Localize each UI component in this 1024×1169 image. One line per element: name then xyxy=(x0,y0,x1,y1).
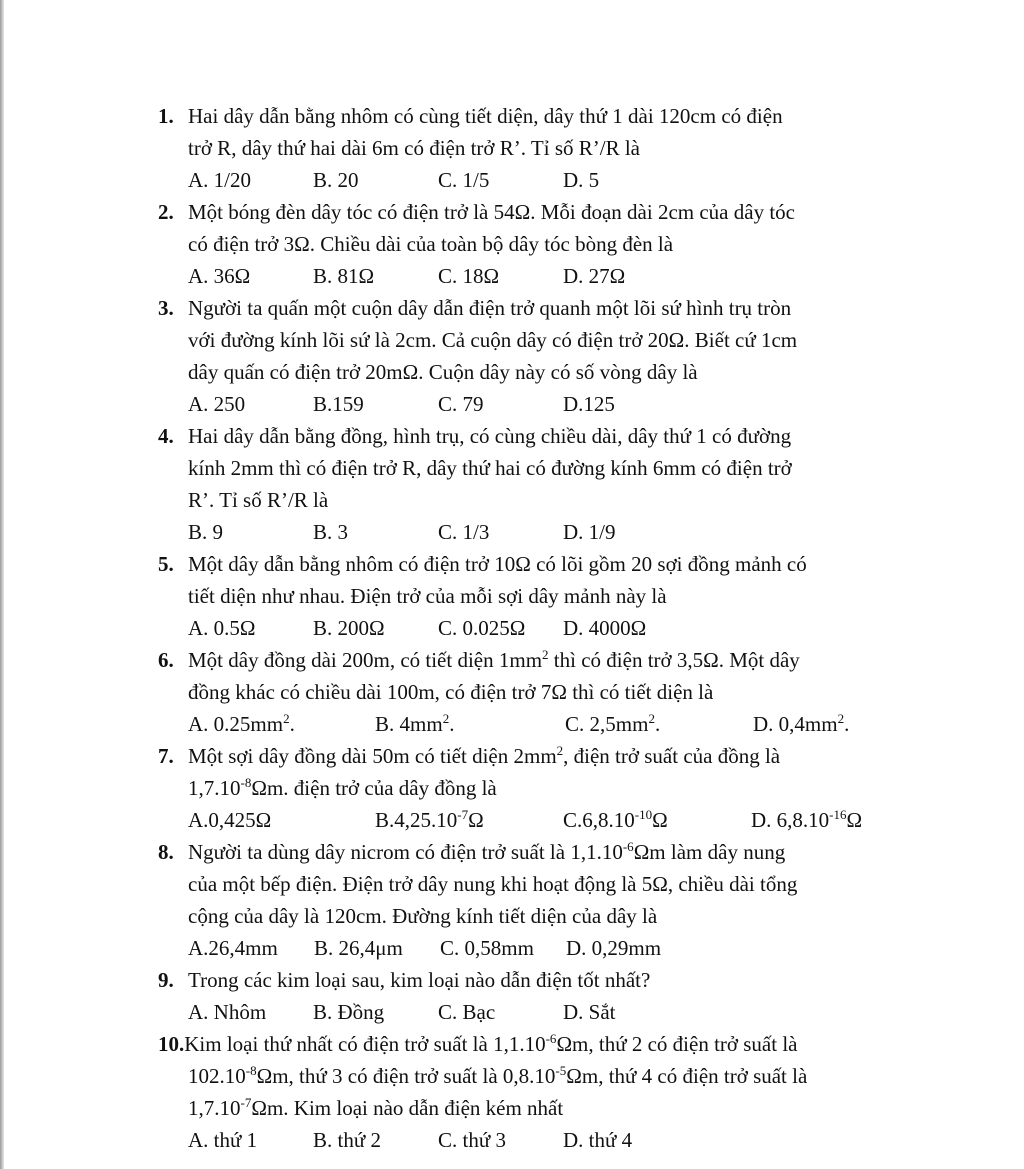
question-stem: Người ta dùng dây nicrom có điện trở suất là $1,1.10^{-6}\Omega m$ làm dây nung của một bếp điện. Điện trở dây nung khi hoạt động là 5Ω, chiều dài tổng cộng của dây là 120cm. Đường kính tiết diện của dây là xyxy=(188,839,798,928)
option-c[interactable]: C. thứ 3 xyxy=(438,1128,506,1152)
option-d[interactable]: D. 27Ω xyxy=(563,264,626,288)
question-stem: Người ta quấn một cuộn dây dẫn điện trở quanh một lõi sứ hình trụ tròn với đường kính lõi sứ là 2cm. Cả cuộn dây có điện trở 20Ω. Biết cứ 1cm dây quấn có điện trở 20mΩ. Cuộn dây này có số vòng dây là xyxy=(188,296,798,384)
option-a[interactable]: A. 36Ω xyxy=(188,264,251,288)
question-stem: Hai dây dẫn bằng nhôm có cùng tiết diện, dây thứ 1 dài 120cm có điện trở R, dây thứ hai dài 6m có điện trở R’. Tỉ số R’/R là xyxy=(188,104,783,160)
question-number: 3. xyxy=(158,296,174,320)
question-stem: Một sợi dây đồng dài 50m có tiết diện $2mm^2$, điện trở suất của đồng là $1,7.10^{-8}\Omega m$. điện trở của dây đồng là xyxy=(188,743,781,800)
option-c[interactable]: $C.6,8.10^{-10}\Omega$ xyxy=(563,807,668,832)
question-10 xyxy=(158,1028,918,1156)
answer-options xyxy=(188,996,918,1028)
option-a[interactable]: A.0,425Ω xyxy=(188,808,272,832)
question-number: 10. xyxy=(158,1032,185,1056)
option-d[interactable]: D. $0,4mm^2$. xyxy=(753,711,850,736)
question-stem: Một dây dẫn bằng nhôm có điện trở 10Ω có lõi gồm 20 sợi đồng mảnh có tiết diện như nhau. Điện trở của mỗi sợi dây mảnh này là xyxy=(188,552,807,608)
answer-options xyxy=(188,804,918,836)
option-d[interactable]: D. 1/9 xyxy=(563,520,616,544)
option-c[interactable]: C. $2,5mm^2$. xyxy=(565,711,661,736)
question-number: 1. xyxy=(158,104,174,128)
option-b[interactable]: B.159 xyxy=(313,392,364,416)
question-sheet xyxy=(158,100,918,1156)
option-c[interactable]: C. 0,58mm xyxy=(440,936,534,960)
option-a[interactable]: A. 250 xyxy=(188,392,246,416)
option-b[interactable]: $B.4,25.10^{-7}\Omega$ xyxy=(375,807,484,832)
question-7 xyxy=(158,740,918,836)
question-2 xyxy=(158,196,918,292)
option-c[interactable]: C. 79 xyxy=(438,392,484,416)
option-b[interactable]: B. Đồng xyxy=(313,1000,385,1024)
answer-options xyxy=(188,388,918,420)
option-a[interactable]: A. 1/20 xyxy=(188,168,251,192)
answer-options xyxy=(158,1124,918,1156)
question-stem: Hai dây dẫn bằng đồng, hình trụ, có cùng chiều dài, dây thứ 1 có đường kính 2mm thì có điện trở R, dây thứ hai có đường kính 6mm có điện trở R’. Tỉ số R’/R là xyxy=(188,424,792,512)
question-6 xyxy=(158,644,918,740)
answer-options xyxy=(188,516,918,548)
option-a[interactable]: A. Nhôm xyxy=(188,1000,267,1024)
question-8 xyxy=(158,836,918,964)
answer-options xyxy=(188,932,918,964)
option-a[interactable]: A.26,4mm xyxy=(188,936,278,960)
question-number: 4. xyxy=(158,424,174,448)
question-stem: Trong các kim loại sau, kim loại nào dẫn điện tốt nhất? xyxy=(188,968,651,992)
option-a[interactable]: A. 0.5Ω xyxy=(188,616,256,640)
option-d[interactable]: D. 4000Ω xyxy=(563,616,647,640)
option-b[interactable]: B. 81Ω xyxy=(313,264,375,288)
question-number: 5. xyxy=(158,552,174,576)
option-d[interactable]: D.125 xyxy=(563,392,615,416)
option-d[interactable]: D. Sắt xyxy=(563,1000,616,1024)
option-d[interactable]: D. $6,8.10^{-16}\Omega$ xyxy=(751,807,863,832)
option-d[interactable]: D. 5 xyxy=(563,168,600,192)
option-c[interactable]: C. 0.025Ω xyxy=(438,616,526,640)
question-number: 8. xyxy=(158,840,174,864)
question-4 xyxy=(158,420,918,548)
question-stem: Một bóng đèn dây tóc có điện trở là 54Ω. Mỗi đoạn dài 2cm của dây tóc có điện trở 3Ω. Chiều dài của toàn bộ dây tóc bòng đèn là xyxy=(188,200,795,256)
question-number: 7. xyxy=(158,744,174,768)
question-number: 6. xyxy=(158,648,174,672)
option-b[interactable]: B. 20 xyxy=(313,168,359,192)
question-number: 2. xyxy=(158,200,174,224)
option-b[interactable]: B. $4mm^2$. xyxy=(375,711,455,736)
answer-options xyxy=(188,164,918,196)
option-c[interactable]: C. 1/3 xyxy=(438,520,490,544)
option-d[interactable]: D. thứ 4 xyxy=(563,1128,633,1152)
question-3 xyxy=(158,292,918,420)
question-5 xyxy=(158,548,918,644)
question-1 xyxy=(158,100,918,196)
option-b[interactable]: B. 200Ω xyxy=(313,616,385,640)
question-9 xyxy=(158,964,918,1028)
option-b[interactable]: B. 26,4μm xyxy=(314,936,403,960)
page-edge-shadow xyxy=(0,0,4,1169)
option-a[interactable]: A. $0.25mm^2$. xyxy=(188,711,295,736)
answer-options xyxy=(188,260,918,292)
question-number: 9. xyxy=(158,968,174,992)
option-c[interactable]: C. 1/5 xyxy=(438,168,490,192)
option-c[interactable]: C. 18Ω xyxy=(438,264,500,288)
option-c[interactable]: C. Bạc xyxy=(438,1000,496,1024)
answer-options xyxy=(188,708,918,740)
option-b[interactable]: B. thứ 2 xyxy=(313,1128,381,1152)
option-a[interactable]: A. thứ 1 xyxy=(188,1128,258,1152)
question-stem: Một dây đồng dài 200m, có tiết diện $1mm^2$ thì có điện trở 3,5Ω. Một dây đồng khác có chiều dài 100m, có điện trở 7Ω thì có tiết diện là xyxy=(188,647,800,704)
option-d[interactable]: D. 0,29mm xyxy=(566,936,662,960)
option-b[interactable]: B. 3 xyxy=(313,520,349,544)
question-stem: 10.Kim loại thứ nhất có điện trở suất là $1,1.10^{-6}\Omega m$, thứ 2 có điện trở suất là $102.10^{-8}\Omega m$, thứ 3 có điện trở suất là $0,8.10^{-5}\Omega m$, thứ 4 có điện trở suất là $1,7.10^{-7}\Omega m$. Kim loại nào dẫn điện kém nhất xyxy=(158,1031,808,1120)
option-a[interactable]: B. 9 xyxy=(188,520,224,544)
answer-options xyxy=(188,612,918,644)
